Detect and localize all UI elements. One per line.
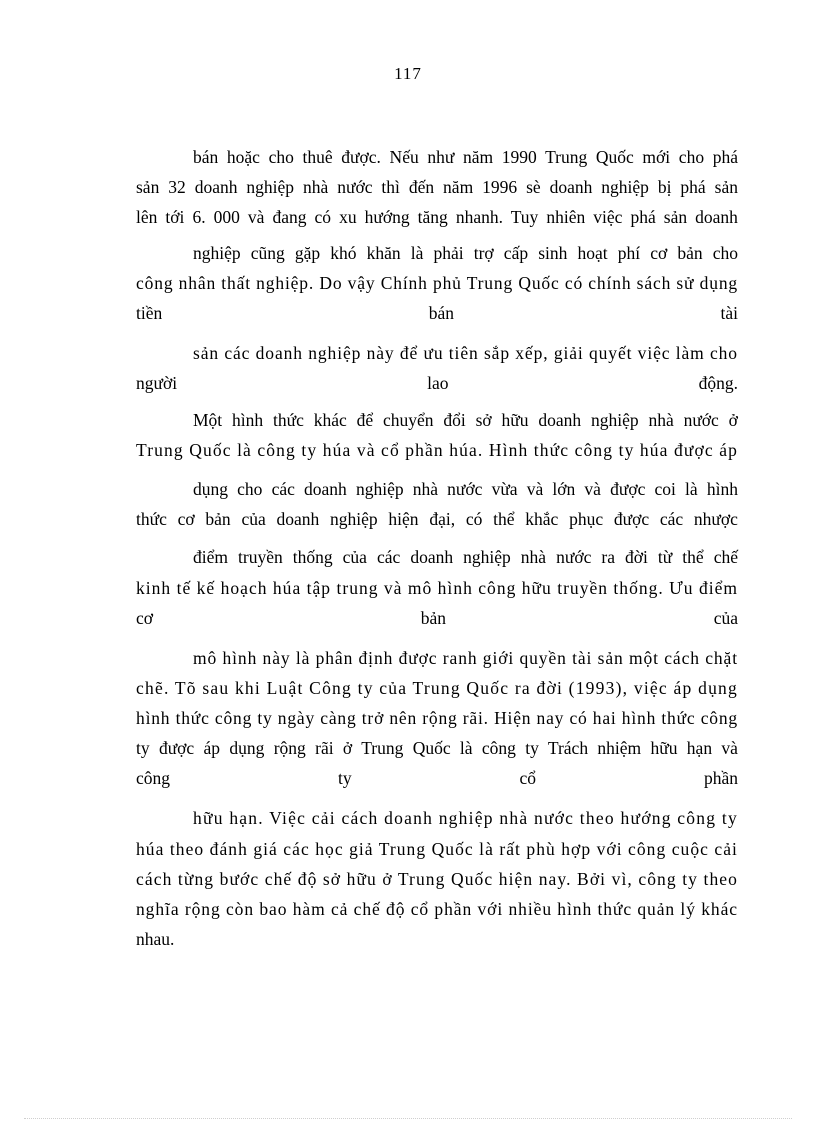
- word: cổ: [519, 768, 537, 788]
- word: động.: [698, 373, 738, 393]
- text-line: cách từng bước chế độ sở hữu ở Trung Quốc hiện nay. Bởi vì, công ty theo: [136, 869, 738, 889]
- text-line: lên tới 6. 000 và đang có xu hướng tăng nhanh. Tuy nhiên việc phá sản doanh: [136, 207, 738, 227]
- word: cơ: [136, 608, 154, 628]
- page-bottom-border: [24, 1118, 792, 1119]
- word: người: [136, 373, 178, 393]
- word: công: [136, 768, 171, 788]
- page-number: 117: [394, 64, 422, 83]
- text-line: húa theo đánh giá các học giả Trung Quốc là rất phù hợp với công cuộc cải: [136, 839, 738, 859]
- text-line: [136, 301, 738, 325]
- text-line: hữu hạn. Việc cải cách doanh nghiệp nhà nước theo hướng công ty: [193, 808, 738, 828]
- text-line: công nhân thất nghiệp. Do vậy Chính phủ Trung Quốc có chính sách sử dụng: [136, 273, 739, 293]
- text-line: nhau.: [136, 929, 175, 949]
- text-line: sản các doanh nghiệp này để ưu tiên sắp xếp, giải quyết việc làm cho: [193, 343, 738, 363]
- text-line: dụng cho các doanh nghiệp nhà nước vừa và lớn và được coi là hình: [193, 479, 738, 499]
- text-line: [136, 371, 738, 395]
- text-line: [136, 606, 738, 630]
- word: ty: [337, 768, 352, 788]
- text-line: nghiệp cũng gặp khó khăn là phải trợ cấp sinh hoạt phí cơ bản cho: [193, 243, 738, 263]
- word: bán: [428, 303, 455, 323]
- text-line: kinh tế kế hoạch húa tập trung và mô hình công hữu truyền thống. Ưu điểm: [136, 578, 739, 598]
- text-line: hình thức công ty ngày càng trở nên rộng rãi. Hiện nay có hai hình thức công: [136, 708, 738, 728]
- text-line: điểm truyền thống của các doanh nghiệp nhà nước ra đời từ thể chế: [193, 547, 738, 567]
- word: tiền: [136, 303, 163, 323]
- text-line: nghĩa rộng còn bao hàm cả chế độ cổ phần với nhiều hình thức quản lý khác: [136, 899, 738, 919]
- text-line: [136, 766, 738, 790]
- word: bản: [420, 608, 446, 628]
- word: phần: [703, 768, 738, 788]
- text-line: chẽ. Tõ sau khi Luật Công ty của Trung Quốc ra đời (1993), việc áp dụng: [136, 678, 738, 698]
- text-line: mô hình này là phân định được ranh giới quyền tài sản một cách chặt: [193, 648, 739, 668]
- word: của: [713, 608, 738, 628]
- word: tài: [720, 303, 738, 323]
- word: lao: [427, 373, 449, 393]
- text-line: thức cơ bản của doanh nghiệp hiện đại, có thể khắc phục được các nhược: [136, 509, 738, 529]
- text-line: sản 32 doanh nghiệp nhà nước thì đến năm 1996 sè doanh nghiệp bị phá sản: [136, 177, 738, 197]
- text-line: ty được áp dụng rộng rãi ở Trung Quốc là công ty Trách nhiệm hữu hạn và: [136, 738, 738, 758]
- text-line: Một hình thức khác để chuyển đổi sở hữu doanh nghiệp nhà nước ở: [193, 410, 738, 430]
- text-line: bán hoặc cho thuê được. Nếu như năm 1990 Trung Quốc mới cho phá: [193, 147, 738, 167]
- text-line: Trung Quốc là công ty húa và cổ phần húa. Hình thức công ty húa được áp: [136, 440, 738, 460]
